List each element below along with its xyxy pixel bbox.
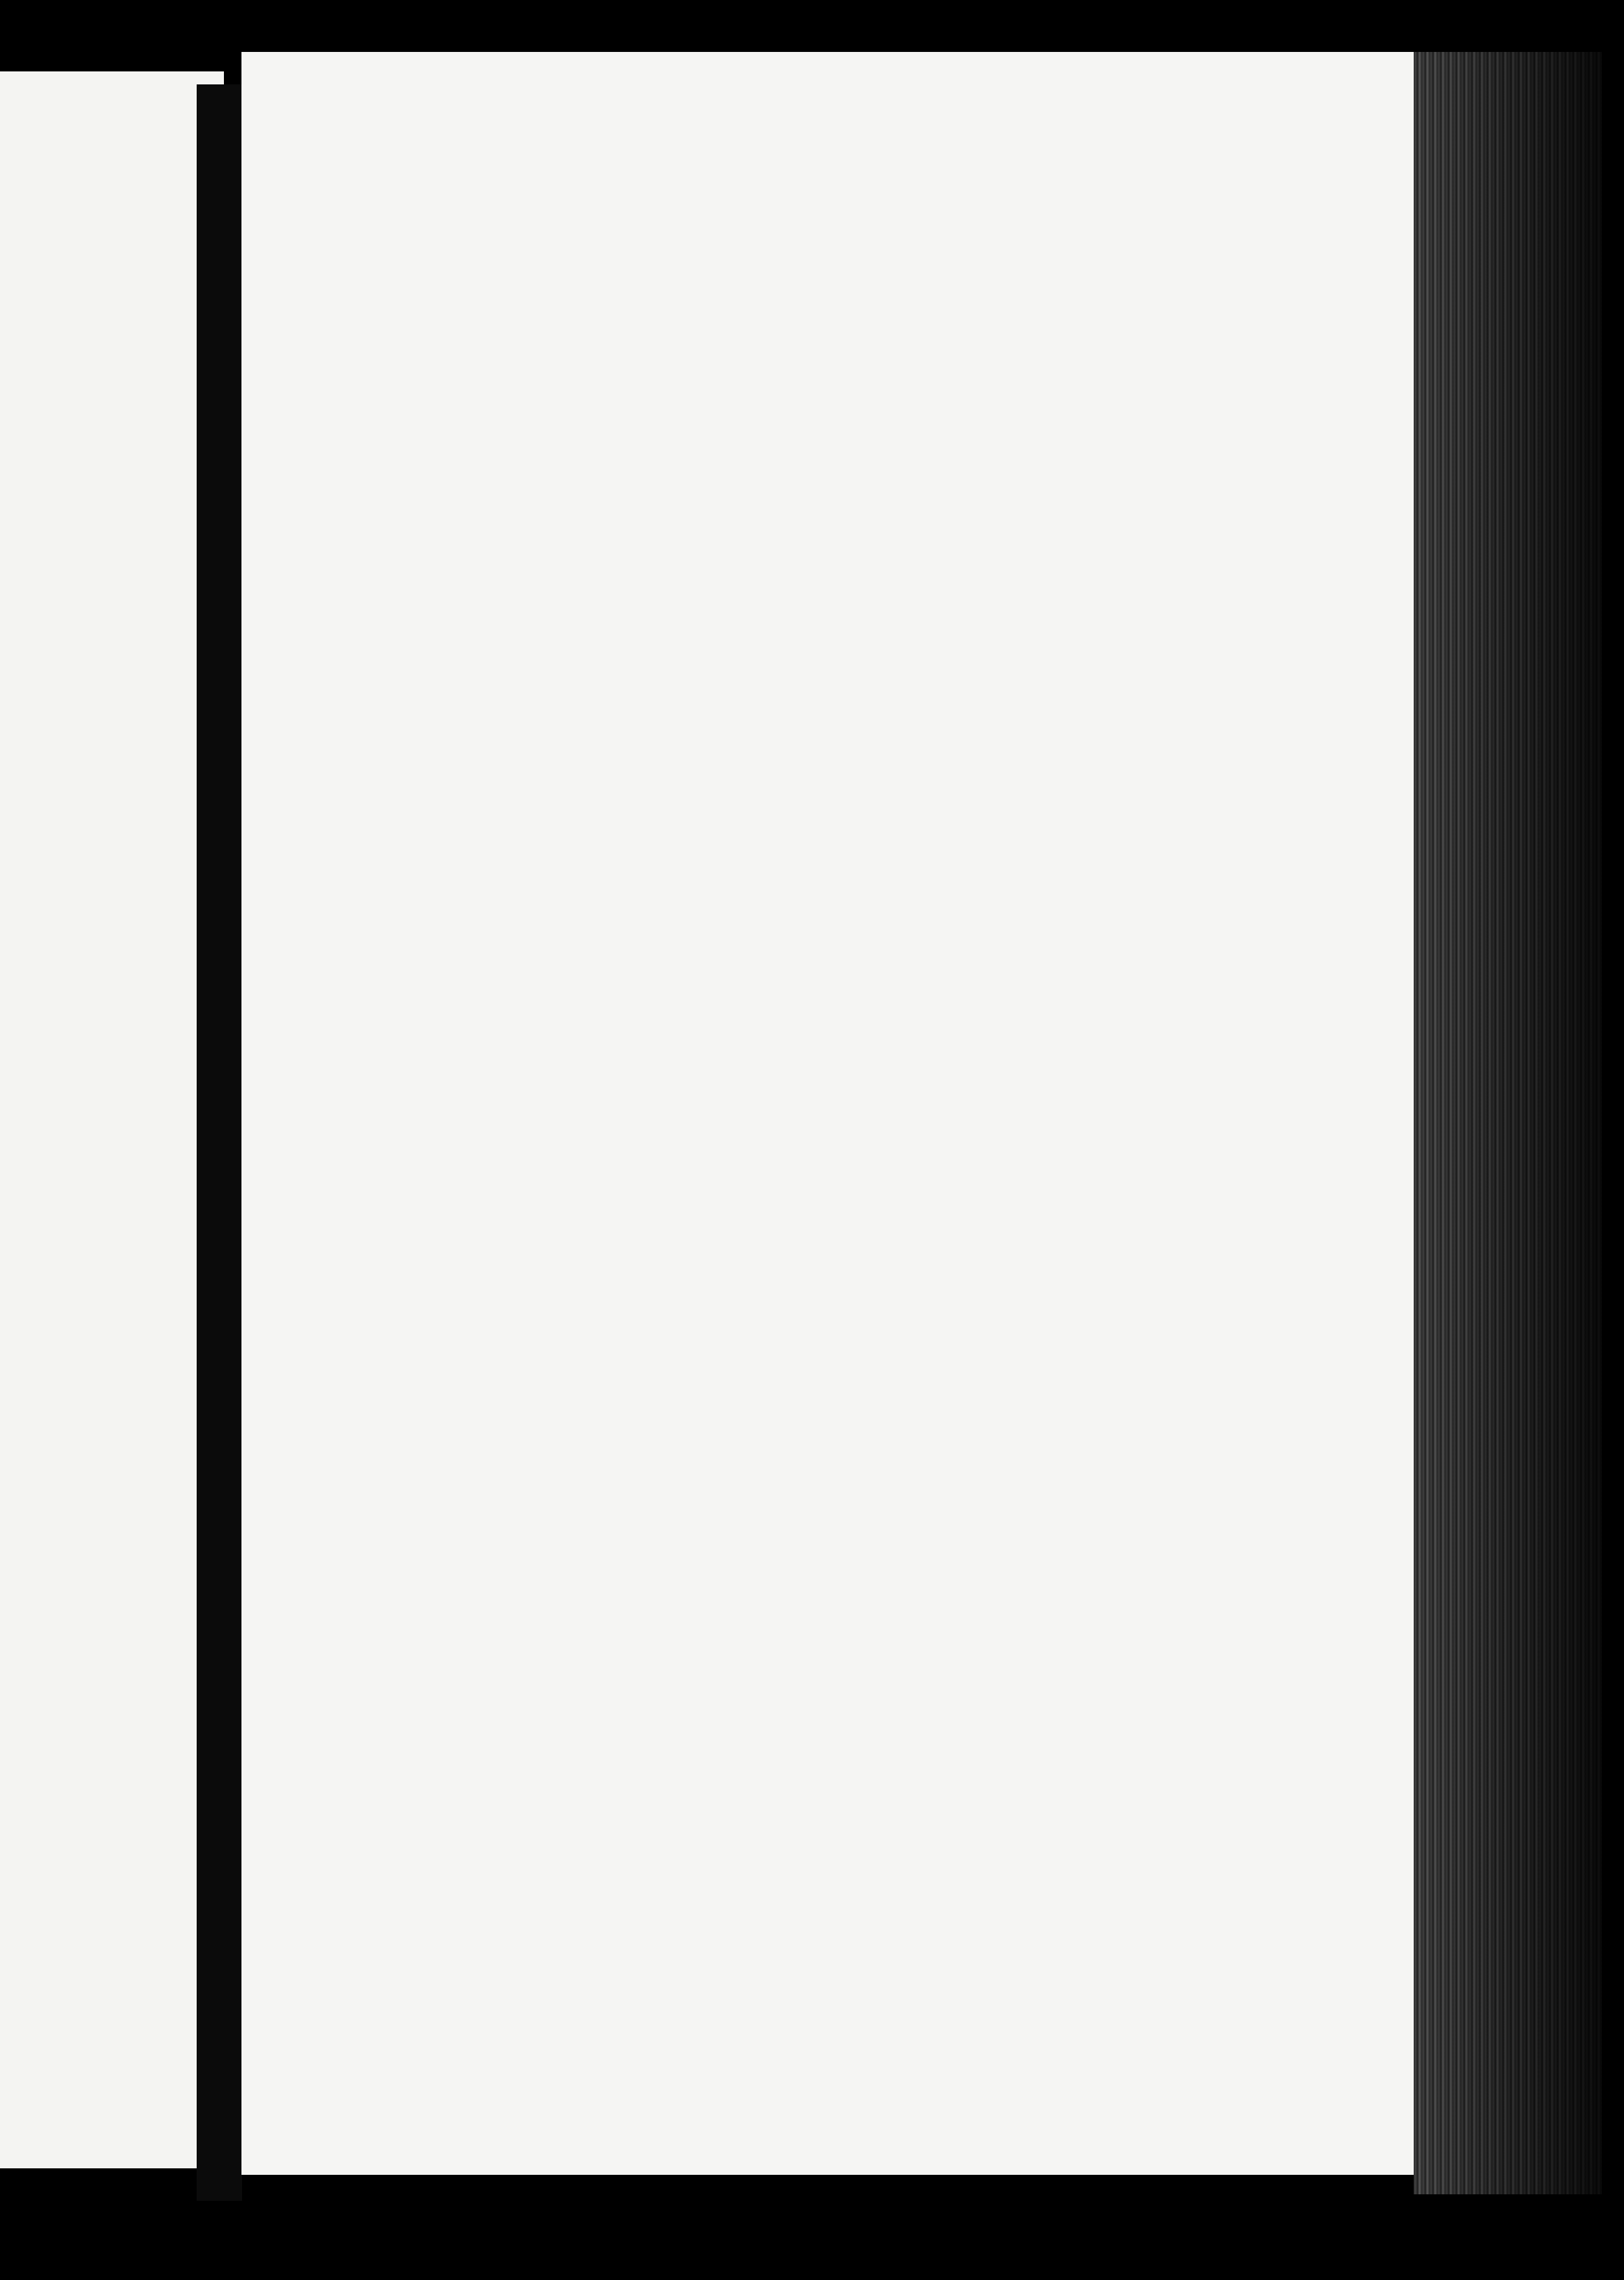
- main-page: [241, 52, 1416, 2175]
- book-gutter: [197, 84, 242, 2201]
- left-facing-page: [0, 71, 224, 2168]
- page-fore-edge-shadow: [1414, 52, 1602, 2194]
